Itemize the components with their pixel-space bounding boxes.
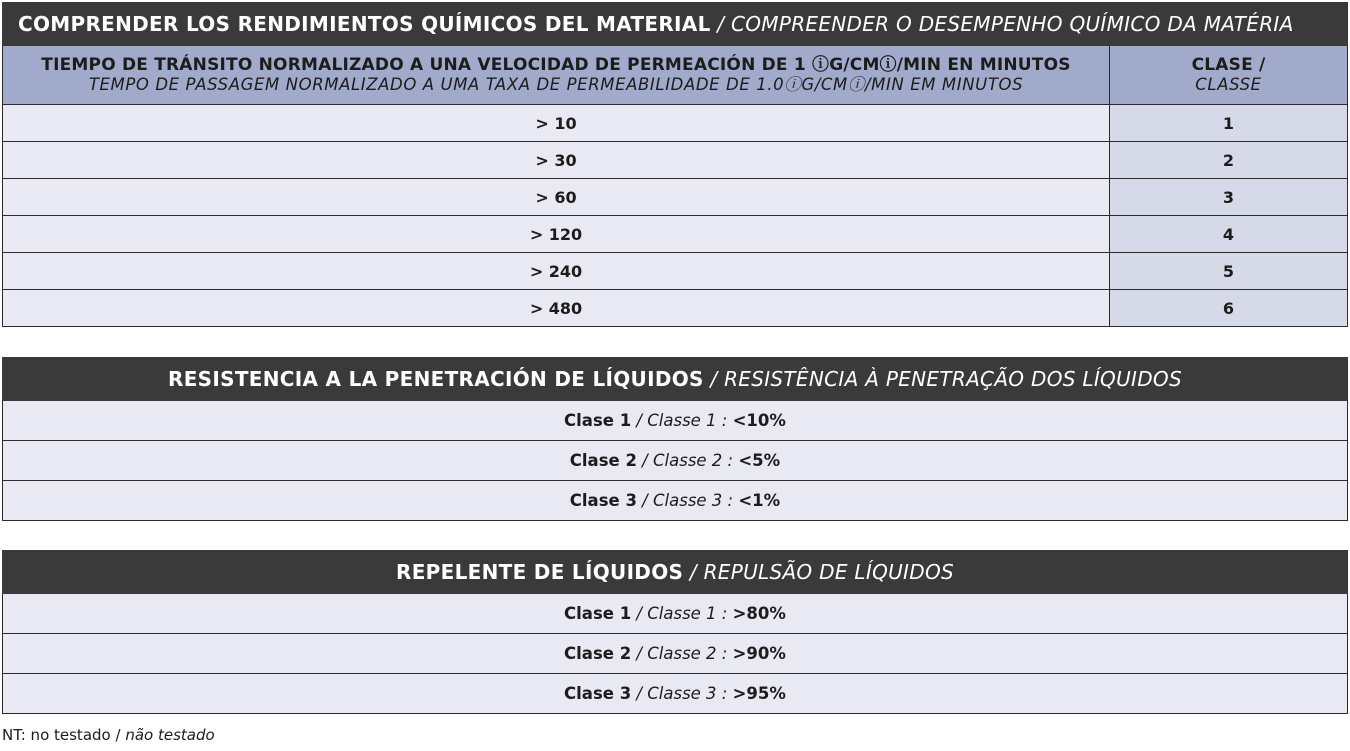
table-row [2,634,1348,674]
class-value: <5% [738,451,781,470]
class-label-pt: Classe 2 : [653,451,739,470]
class-label-es: Clase 3 [564,684,632,703]
class-label-pt: Classe 1 : [647,411,733,430]
chemical-title-sep: / [710,12,731,36]
class-cell: 2 [1110,142,1347,178]
time-cell: > 480 [3,290,1110,326]
class-label-sep: / [631,684,648,703]
class-value: <1% [738,491,781,510]
class-cell: 1 [1110,105,1347,141]
time-cell: > 60 [3,179,1110,215]
class-cell: 3 [1110,179,1347,215]
time-header-es: TIEMPO DE TRÁNSITO NORMALIZADO A UNA VELOCIDAD DE PERMEACIÓN DE 1 ⓘG/CMⓘ/MIN EN MINUTOS [41,55,1071,75]
class-label-pt: Classe 3 : [653,491,739,510]
class-label-es: Clase 1 [564,411,632,430]
table-row [2,290,1348,327]
class-label-pt: Classe 3 : [647,684,733,703]
time-column-header [3,46,1110,104]
time-cell: > 10 [3,105,1110,141]
chemical-performance-table [2,2,1348,327]
class-label-es: Clase 2 [564,644,632,663]
table-row [2,253,1348,290]
table-row [2,179,1348,216]
table-row [2,216,1348,253]
class-value: <10% [732,411,786,430]
class-header-pt: CLASSE [1195,75,1262,94]
repellency-title-sep: / [683,560,704,584]
class-cell: 4 [1110,216,1347,252]
time-cell: > 240 [3,253,1110,289]
table-row [2,105,1348,142]
table-row [2,401,1348,441]
chemical-table-header [2,46,1348,105]
table-row [2,142,1348,179]
footnote-pt: não testado [125,726,215,744]
class-cell: 6 [1110,290,1347,326]
liquid-repellency-table [2,550,1348,714]
repellency-title-es: REPELENTE DE LÍQUIDOS [396,560,684,584]
penetration-title-sep: / [703,367,725,391]
footnote-es: NT: no testado [2,726,111,744]
time-header-pt: TEMPO DE PASSAGEM NORMALIZADO A UMA TAXA DE PERMEABILIDADE DE 1.0ⓘG/CMⓘ/MIN EM MINUTOS [88,75,1024,94]
penetration-title-es: RESISTENCIA A LA PENETRACIÓN DE LÍQUIDOS [168,367,704,391]
class-label-es: Clase 2 [569,451,637,470]
chemical-title-es: COMPRENDER LOS RENDIMIENTOS QUÍMICOS DEL MATERIAL [18,12,711,36]
chemical-title-pt: COMPREENDER O DESEMPENHO QUÍMICO DA MATÉRIA [730,12,1294,36]
penetration-title-pt: RESISTÊNCIA À PENETRAÇÃO DOS LÍQUIDOS [724,367,1182,391]
class-value: >80% [732,604,786,623]
class-label-sep: / [636,451,653,470]
class-column-header [1110,46,1347,104]
class-label-sep: / [631,411,648,430]
time-cell: > 120 [3,216,1110,252]
class-label-pt: Classe 1 : [647,604,733,623]
class-header-es: CLASE / [1191,55,1266,75]
table-row [2,594,1348,634]
class-label-sep: / [631,644,648,663]
class-label-sep: / [636,491,653,510]
class-label-es: Clase 3 [569,491,637,510]
class-label-es: Clase 1 [564,604,632,623]
class-cell: 5 [1110,253,1347,289]
table-row [2,674,1348,714]
chemical-table-title [2,2,1348,46]
class-label-pt: Classe 2 : [647,644,733,663]
table-row [2,441,1348,481]
penetration-table-title [2,357,1348,401]
footnote [2,726,215,744]
class-value: >95% [732,684,786,703]
class-label-sep: / [631,604,648,623]
penetration-resistance-table [2,357,1348,521]
footnote-sep: / [110,726,126,744]
class-value: >90% [732,644,786,663]
table-row [2,481,1348,521]
time-cell: > 30 [3,142,1110,178]
repellency-table-title [2,550,1348,594]
repellency-title-pt: REPULSÃO DE LÍQUIDOS [703,560,954,584]
